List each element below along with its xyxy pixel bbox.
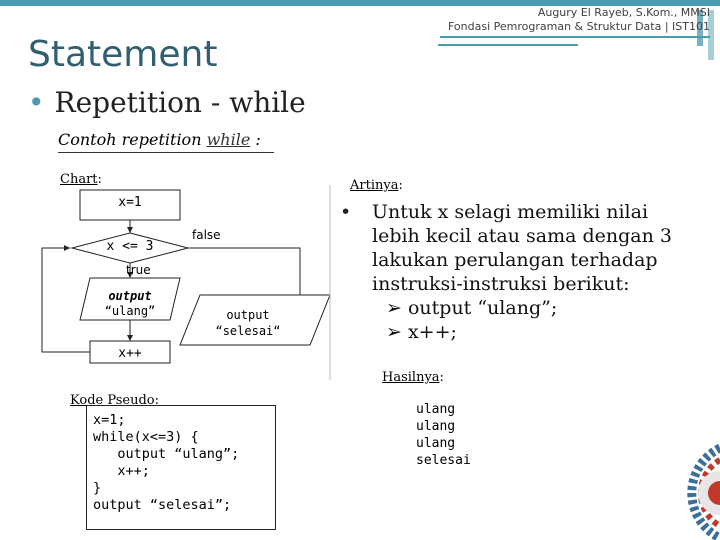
arrow-bullet-icon: ➢ — [386, 321, 408, 343]
slide-title: Statement — [28, 34, 218, 75]
explanation-text: Untuk x selagi memiliki nilai lebih kecil atau sama dengan 3 lakukan perulangan terhadap instruksi-instruksi berikut: — [372, 201, 672, 295]
result-output — [416, 401, 471, 469]
header-underline — [440, 36, 710, 38]
hasilnya-label-text: Hasilnya — [382, 370, 440, 385]
university-logo — [640, 438, 720, 540]
chart-label: Chart: — [60, 172, 102, 187]
increment-text: x++ — [118, 346, 142, 361]
subtitle-suffix: : — [250, 130, 261, 149]
code-line: x++; — [93, 463, 150, 479]
chart-label-text: Chart — [60, 172, 98, 187]
output-keyword: output — [108, 289, 152, 303]
init-text: x=1 — [118, 195, 142, 210]
bullet-icon: • — [28, 86, 45, 119]
author-line: Augury El Rayeb, S.Kom., MMSI — [537, 6, 710, 19]
explanation — [340, 200, 700, 344]
pseudo-code-box — [86, 405, 276, 530]
artinya-label: Artinya: — [350, 178, 403, 193]
header-underline — [438, 44, 578, 46]
explanation-item — [386, 320, 700, 344]
result-line: ulang — [416, 419, 456, 434]
pseudo-label-text: Kode Pseudo — [70, 393, 155, 408]
result-line: ulang — [416, 402, 456, 417]
main-bullet — [28, 86, 306, 119]
pseudo-label: Kode Pseudo: — [70, 393, 160, 408]
code-line: } — [93, 480, 102, 496]
hasilnya-label: Hasilnya: — [382, 370, 444, 385]
true-label: true — [126, 263, 151, 277]
subtitle-keyword: while — [206, 130, 251, 149]
artinya-label-text: Artinya — [350, 178, 399, 193]
bullet-icon: • — [340, 201, 352, 223]
subtitle-prefix: Contoh repetition — [58, 130, 207, 149]
explanation-item-text: output “ulang”; — [407, 297, 558, 319]
subtitle — [58, 130, 261, 149]
subtitle-underline — [58, 152, 274, 153]
arrow-bullet-icon: ➢ — [386, 297, 408, 319]
loop-back-line — [42, 248, 90, 352]
code-line: output “ulang”; — [93, 446, 240, 462]
condition-text: x <= 3 — [106, 239, 154, 254]
final-output-value: “selesai“ — [215, 324, 281, 338]
main-bullet-text: Repetition - while — [54, 86, 306, 119]
code-line: output “selesai”; — [93, 497, 232, 513]
false-label: false — [192, 228, 221, 242]
final-output-keyword: output — [226, 308, 270, 322]
explanation-item-text: x++; — [407, 321, 457, 343]
code-line: x=1; — [93, 412, 126, 428]
explanation-item — [386, 296, 700, 320]
result-line: ulang — [416, 436, 456, 451]
code-line: while(x<=3) { — [93, 429, 199, 445]
course-line: Fondasi Pemrograman & Struktur Data | IST101 — [448, 20, 710, 33]
false-line — [188, 248, 300, 295]
slide-header — [448, 6, 710, 34]
flowchart — [30, 185, 340, 380]
output-value: “ulang” — [104, 304, 156, 318]
result-line: selesai — [416, 453, 471, 468]
